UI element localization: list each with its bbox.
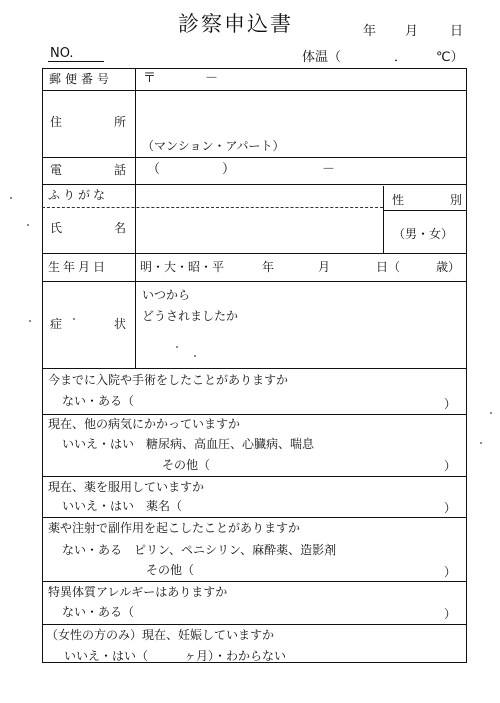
answer-allergy: ない・ある（: [62, 605, 135, 619]
postal-label: 郵便番号: [49, 72, 114, 86]
row-divider: [42, 581, 467, 582]
phone-close-paren: ）: [222, 162, 236, 177]
question-medication: 現在、薬を服用していますか: [48, 480, 205, 494]
postal-dash: －: [205, 71, 219, 86]
question-side-effects: 薬や注射で副作用を起こしたことがありますか: [48, 521, 301, 535]
answer-pregnancy: いいえ・はい（ ヶ月）・わからない: [64, 649, 287, 663]
question-allergy: 特異体質アレルギーはありますか: [48, 585, 228, 599]
answer-other-illness-other: その他（: [162, 458, 211, 472]
birth-day-age: 日（ 歳）: [376, 260, 461, 274]
row-divider: [42, 90, 467, 91]
temperature-label: 体温（: [302, 50, 342, 65]
date-year-label: 年: [363, 24, 377, 39]
sex-header-divider: [383, 210, 467, 211]
answer-side-effects: ない・ある ピリン、ペニシリン、麻酔薬、造影剤: [62, 543, 337, 557]
phone-label-left: 電: [50, 163, 63, 177]
answer-side-effects-other: その他（: [146, 563, 195, 577]
label-column-divider: [135, 68, 136, 368]
answer-hospitalization-close: ）: [444, 397, 457, 411]
phone-label-right: 話: [114, 163, 127, 177]
answer-hospitalization: ない・ある（: [62, 394, 135, 408]
symptom-how: どうされましたか: [142, 309, 239, 323]
address-label-left: 住: [50, 115, 63, 129]
postal-mark: 〒: [143, 71, 157, 86]
sex-label-right: 別: [450, 193, 463, 207]
birth-month-label: 月: [318, 260, 331, 274]
sex-column-divider: [383, 186, 384, 253]
answer-other-illness: いいえ・はい 糖尿病、高血圧、心臓病、喘息: [62, 437, 315, 451]
answer-medication-close: ）: [444, 501, 457, 515]
scan-speck: [73, 318, 75, 320]
answer-allergy-close: ）: [444, 607, 457, 621]
row-divider: [42, 281, 467, 282]
scan-speck: [480, 442, 482, 444]
row-divider: [42, 184, 467, 185]
scan-speck: [10, 197, 12, 199]
row-divider: [42, 624, 467, 625]
address-label-right: 所: [114, 115, 127, 129]
symptom-when: いつから: [142, 288, 191, 302]
no-underline: [48, 61, 104, 62]
row-divider: [42, 476, 467, 477]
furigana-dashed-divider: [42, 207, 383, 208]
furigana-label: ふりがな: [48, 188, 109, 202]
era-options: 明・大・昭・平: [140, 260, 225, 274]
question-other-illness: 現在、他の病気にかかっていますか: [48, 417, 241, 431]
symptom-label-left: 症: [50, 317, 63, 331]
date-day-label: 日: [450, 24, 464, 39]
row-divider: [42, 414, 467, 415]
row-divider: [42, 157, 467, 158]
date-month-label: 月: [405, 24, 419, 39]
birth-year-label: 年: [262, 260, 275, 274]
answer-other-illness-close: ）: [444, 459, 457, 473]
no-label: NO.: [50, 46, 74, 61]
scan-speck: [27, 224, 29, 226]
sex-label-left: 性: [392, 193, 405, 207]
name-label-right: 名: [114, 221, 127, 235]
row-divider: [42, 368, 467, 369]
phone-dash: －: [322, 162, 336, 177]
scan-speck: [194, 355, 196, 357]
question-pregnancy: （女性の方のみ）現在、妊娠していますか: [46, 628, 275, 642]
scan-speck: [29, 320, 31, 322]
temperature-unit: ℃）: [436, 50, 464, 65]
question-hospitalization: 今までに入院や手術をしたことがありますか: [48, 373, 289, 387]
scan-speck: [490, 412, 492, 414]
scan-speck: [176, 346, 178, 348]
sex-options: （男・女）: [393, 227, 454, 241]
form-title: 診察申込書: [178, 12, 293, 36]
answer-medication: いいえ・はい 薬名（: [62, 499, 183, 513]
mansion-note: （マンション・アパート）: [142, 139, 285, 153]
birth-label: 生年月日: [48, 260, 109, 274]
row-divider: [42, 517, 467, 518]
name-label-left: 氏: [50, 221, 63, 235]
row-divider: [42, 253, 467, 254]
phone-open-paren: （: [147, 162, 161, 177]
symptom-label-right: 状: [114, 317, 127, 331]
temperature-dot: ．: [394, 50, 408, 65]
answer-side-effects-close: ）: [444, 565, 457, 579]
